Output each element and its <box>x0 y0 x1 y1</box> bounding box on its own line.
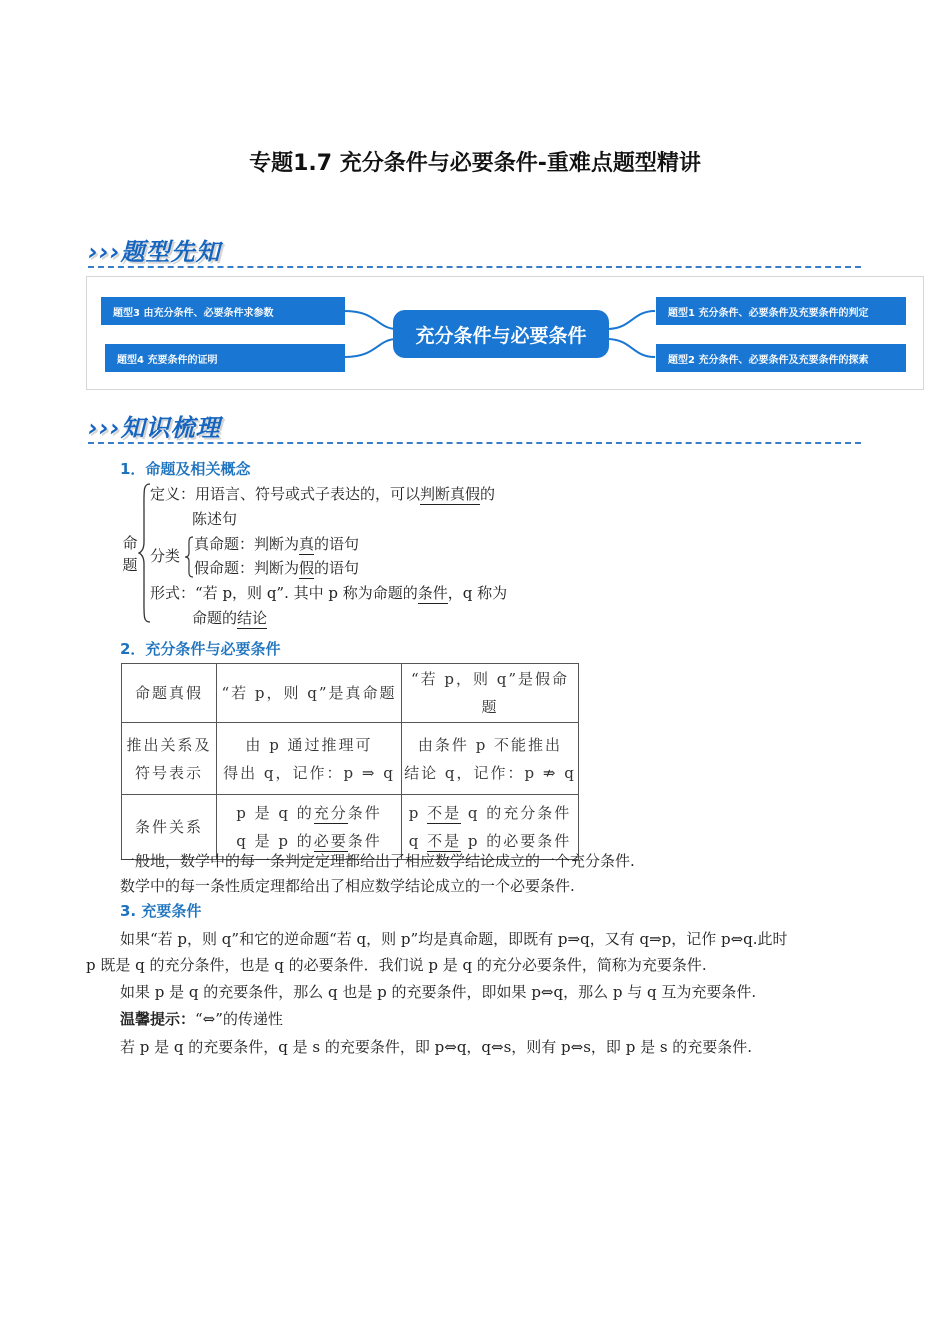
form-line: 形式：“若 p，则 q”. 其中 p 称为命题的条件，q 称为 <box>150 584 508 602</box>
mind-map <box>86 276 924 390</box>
conditions-table <box>121 663 579 860</box>
table-header-cell: “若 p，则 q”是真命题 <box>217 664 402 723</box>
section-divider <box>88 442 861 444</box>
table-cell: p 不是 q 的充分条件 q 不是 p 的必要条件 <box>402 795 579 860</box>
table-cell: 由条件 p 不能推出 结论 q，记作：p ⇏ q <box>402 723 579 795</box>
tip-label: 温馨提示： <box>120 1010 196 1028</box>
note-necessary: 数学中的每一条性质定理都给出了相应数学结论成立的一个必要条件. <box>120 877 575 895</box>
section-heading-knowledge: ›››知识梳理 <box>88 414 221 442</box>
false-proposition-line: 假命题：判断为假的语句 <box>194 559 360 577</box>
mindmap-node-type2: 题型2 充分条件、必要条件及充要条件的探索 <box>656 344 906 372</box>
table-row-head: 推出关系及 符号表示 <box>122 723 217 795</box>
small-brace-icon <box>184 535 194 579</box>
subheading-propositions: 1．命题及相关概念 <box>120 460 251 478</box>
table-row-head: 条件关系 <box>122 795 217 860</box>
mindmap-center-node: 充分条件与必要条件 <box>393 310 609 358</box>
classification-label: 分类 <box>150 547 181 565</box>
table-header-cell: “若 p，则 q”是假命题 <box>402 664 579 723</box>
subheading-necessary-sufficient: 3. 充要条件 <box>120 902 202 920</box>
table-cell: 由 p 通过推理可 得出 q，记作：p ⇒ q <box>217 723 402 795</box>
definition-line-2: 陈述句 <box>192 510 238 528</box>
section-heading-preview: ›››题型先知 <box>88 238 221 266</box>
tip-line <box>120 1008 283 1029</box>
table-header-cell: 命题真假 <box>122 664 217 723</box>
paragraph-3: 若 p 是 q 的充要条件，q 是 s 的充要条件，即 p⇔q，q⇔s，则有 p⇔s，即 p 是 s 的充要条件. <box>120 1038 753 1056</box>
table-cell: p 是 q 的充分条件 q 是 p 的必要条件 <box>217 795 402 860</box>
proposition-root-label: 命 题 <box>122 534 138 574</box>
table-header-row <box>122 664 579 723</box>
section-divider <box>88 266 861 268</box>
tip-text: “⇔”的传递性 <box>195 1010 283 1028</box>
true-proposition-line: 真命题：判断为真的语句 <box>194 535 360 553</box>
mindmap-node-type3: 题型3 由充分条件、必要条件求参数 <box>101 297 345 325</box>
paragraph-2: 如果 p 是 q 的充要条件，那么 q 也是 p 的充要条件，即如果 p⇔q，那么 p 与 q 互为充要条件. <box>120 983 757 1001</box>
page-title: 专题1.7 充分条件与必要条件-重难点题型精讲 <box>249 151 701 176</box>
mindmap-node-type4: 题型4 充要条件的证明 <box>105 344 345 372</box>
mindmap-node-type1: 题型1 充分条件、必要条件及充要条件的判定 <box>656 297 906 325</box>
form-line-2: 命题的结论 <box>192 609 268 627</box>
paragraph-1-line-2: p 既是 q 的充分条件，也是 q 的必要条件．我们说 p 是 q 的充分必要条件，简称为充要条件. <box>86 956 707 974</box>
note-sufficient: 一般地，数学中的每一条判定定理都给出了相应数学结论成立的一个充分条件. <box>120 852 635 870</box>
paragraph-1-line-1: 如果“若 p，则 q”和它的逆命题“若 q，则 p”均是真命题，即既有 p⇒q，又有 q⇒p，记作 p⇔q.此时 <box>120 930 788 948</box>
table-row <box>122 723 579 795</box>
definition-line: 定义：用语言、符号或式子表达的，可以判断真假的 <box>150 485 496 503</box>
subheading-conditions: 2．充分条件与必要条件 <box>120 640 281 658</box>
